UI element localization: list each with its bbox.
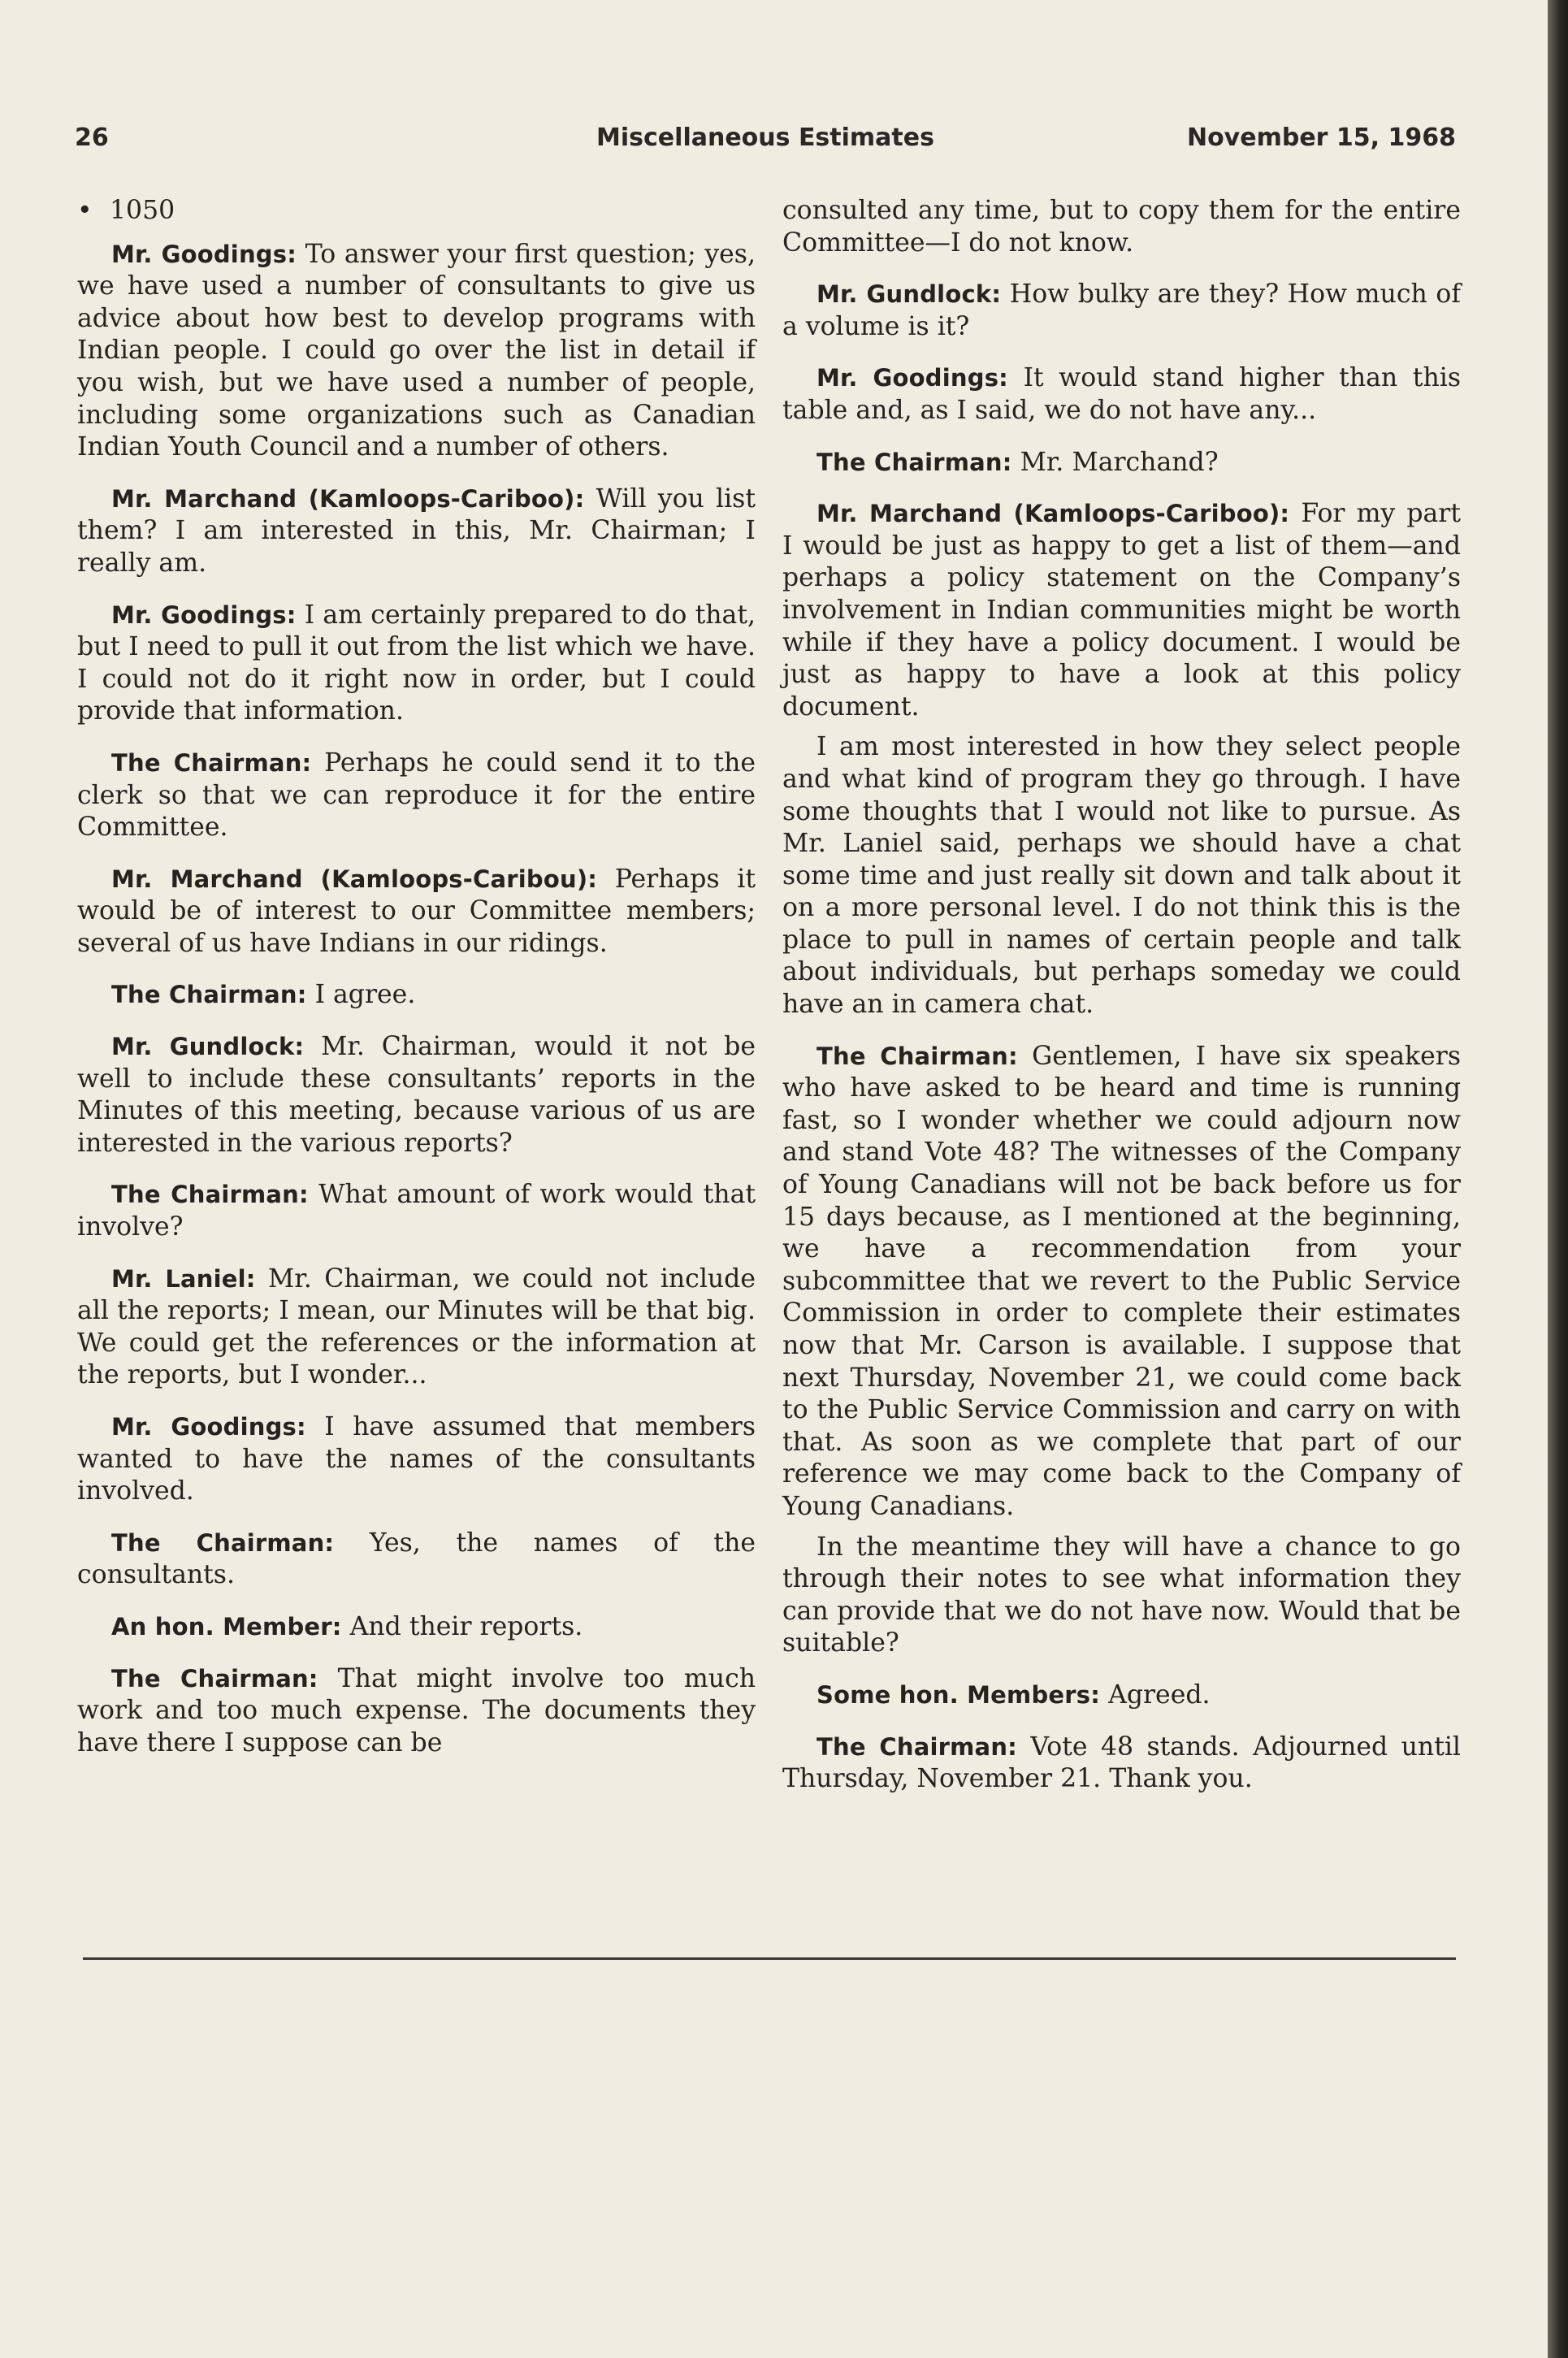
speech-text: Gentlemen, I have six speakers who have asked to be heard and time is running fast, so I wonder whether we could adjourn now and stand Vote 48? The witnesses of the Company of Young Canadians will not be back before us for 15 days because, as I mentioned at the beginning, we have a recommendation from your subcommittee that we revert to the Public Service Commission in order to complete their estimates now that Mr. Carson is available. I suppose that next Thursday, November 21, we could come back to the Public Service Commission and carry on with that. As soon as we complete that part of our reference we may come back to the Company of Young Canadians. (782, 1041, 1462, 1521)
speech-text: I have assumed that members wanted to have the names of the consultants involved. (77, 1412, 756, 1506)
paragraph (77, 748, 756, 844)
speech-text: I agree. (306, 980, 416, 1010)
paragraph (77, 1031, 756, 1159)
speaker-name: The Chairman: (111, 1528, 335, 1557)
speech-text: I am most interested in how they select people and what kind of program they go through. I have some thoughts that I would not like to pursue. As Mr. Laniel said, perhaps we should have a chat some time and just really sit down and talk about it on a more personal level. I do not think this is the place to pull in names of certain people and talk about individuals, but perhaps someday we could have an in camera chat. (782, 732, 1461, 1020)
paragraph (782, 731, 1461, 1021)
paragraph (782, 1532, 1461, 1660)
speaker-name: The Chairman: (816, 448, 1012, 476)
speaker-name: Mr. Laniel: (111, 1264, 256, 1293)
speaker-name: The Chairman: (816, 1042, 1018, 1070)
footer-rule (83, 1957, 1456, 1960)
publication-title: Miscellaneous Estimates (596, 124, 934, 152)
speaker-name: Mr. Goodings: (816, 364, 1008, 392)
speaker-name: An hon. Member: (111, 1612, 342, 1641)
paragraph (782, 1732, 1461, 1796)
speech-text: For my part I would be just as happy to get a list of them—and perhaps a policy statement on the Company’s involvement in Indian communities might be worth while if they have a policy document. I would be just as happy to have a look at this policy document. (782, 499, 1461, 722)
paragraph (77, 600, 756, 728)
speaker-name: The Chairman: (111, 981, 307, 1009)
speech-text: Yes, the names of the consultants. (77, 1528, 756, 1590)
header-date: November 15, 1968 (1186, 124, 1456, 152)
speaker-name: The Chairman: (816, 1732, 1017, 1761)
page-number: 26 (75, 124, 109, 152)
paragraph (782, 498, 1461, 723)
paragraph (782, 279, 1461, 343)
speaker-name: Mr. Gundlock: (816, 280, 1002, 309)
running-header (75, 124, 1456, 163)
time-marker: • 1050 (77, 195, 756, 228)
speech-text: What amount of work would that involve? (77, 1180, 756, 1242)
speaker-name: The Chairman: (111, 1181, 309, 1209)
speaker-name: The Chairman: (111, 748, 312, 777)
speech-text: Perhaps he could send it to the clerk so that we can reproduce it for the entire Committee. (77, 748, 756, 843)
speaker-name: Mr. Marchand (Kamloops-Cariboo): (816, 500, 1290, 528)
paragraph (782, 362, 1461, 427)
paragraph (77, 239, 756, 464)
speech-text: To answer your first question; yes, we have used a number of consultants to give us advice about how best to develop programs with Indian people. I could go over the list in detail if you wish, but we have used a number of people, including some organizations such as Canadian Indian Youth Council and a number of others. (77, 239, 756, 462)
speaker-name: The Chairman: (111, 1664, 318, 1693)
speech-text: Vote 48 stands. Adjourned until Thursday, November 21. Thank you. (782, 1732, 1462, 1794)
speech-text: Mr. Marchand? (1011, 447, 1219, 477)
paragraph (782, 1680, 1461, 1712)
speaker-name: Mr. Marchand (Kamloops-Caribou): (111, 865, 598, 893)
speech-text: Mr. Chairman, would it not be well to include these consultants’ reports in the Minutes of this meeting, because various of us are interested in the various reports? (77, 1032, 756, 1158)
speech-text: I am certainly prepared to do that, but I need to pull it out from the list which we have. I could not do it right now in order, but I could provide that information. (77, 600, 756, 726)
speech-text: Mr. Chairman, we could not include all the reports; I mean, our Minutes will be that big. We could get the references or the information at the reports, but I wonder... (77, 1264, 756, 1390)
paragraph (77, 1611, 756, 1644)
speaker-name: Mr. Gundlock: (111, 1033, 305, 1061)
paragraph (77, 979, 756, 1012)
paragraph (77, 1411, 756, 1508)
right-column (782, 195, 1461, 1815)
paragraph (782, 447, 1461, 479)
speech-text: It would stand higher than this table and, as I said, we do not have any... (782, 363, 1461, 425)
speech-text: And their reports. (341, 1611, 583, 1641)
left-column (77, 195, 756, 1779)
speech-text: In the meantime they will have a chance to go through their notes to see what information they can provide that we do not have now. Would that be suitable? (782, 1532, 1461, 1658)
paragraph (77, 1264, 756, 1392)
paragraph (77, 1528, 756, 1592)
paragraph (77, 1179, 756, 1243)
book-binding-edge (1548, 0, 1568, 2358)
paragraph-continuation: consulted any time, but to copy them for the entire Committee—I do not know. (782, 196, 1461, 258)
paragraph (77, 1663, 756, 1760)
speech-text: That might involve too much work and too much expense. The documents they have there I suppose can be (77, 1663, 756, 1758)
speaker-name: Mr. Marchand (Kamloops-Cariboo): (111, 484, 585, 513)
speaker-name: Mr. Goodings: (111, 240, 297, 268)
speech-text: Agreed. (1100, 1680, 1211, 1710)
speaker-name: Mr. Goodings: (111, 600, 297, 629)
speech-text: Perhaps it would be of interest to our Committee members; several of us have Indians in our ridings. (77, 864, 756, 958)
paragraph (77, 864, 756, 960)
speaker-name: Mr. Goodings: (111, 1413, 306, 1441)
speaker-name: Some hon. Members: (816, 1680, 1101, 1709)
bullet-icon: • (77, 196, 93, 225)
speech-text: How bulky are they? How much of a volume is it? (782, 280, 1461, 341)
speech-text: Will you list them? I am interested in this, Mr. Chairman; I really am. (77, 483, 756, 578)
paragraph (782, 1041, 1461, 1524)
paragraph (77, 483, 756, 580)
